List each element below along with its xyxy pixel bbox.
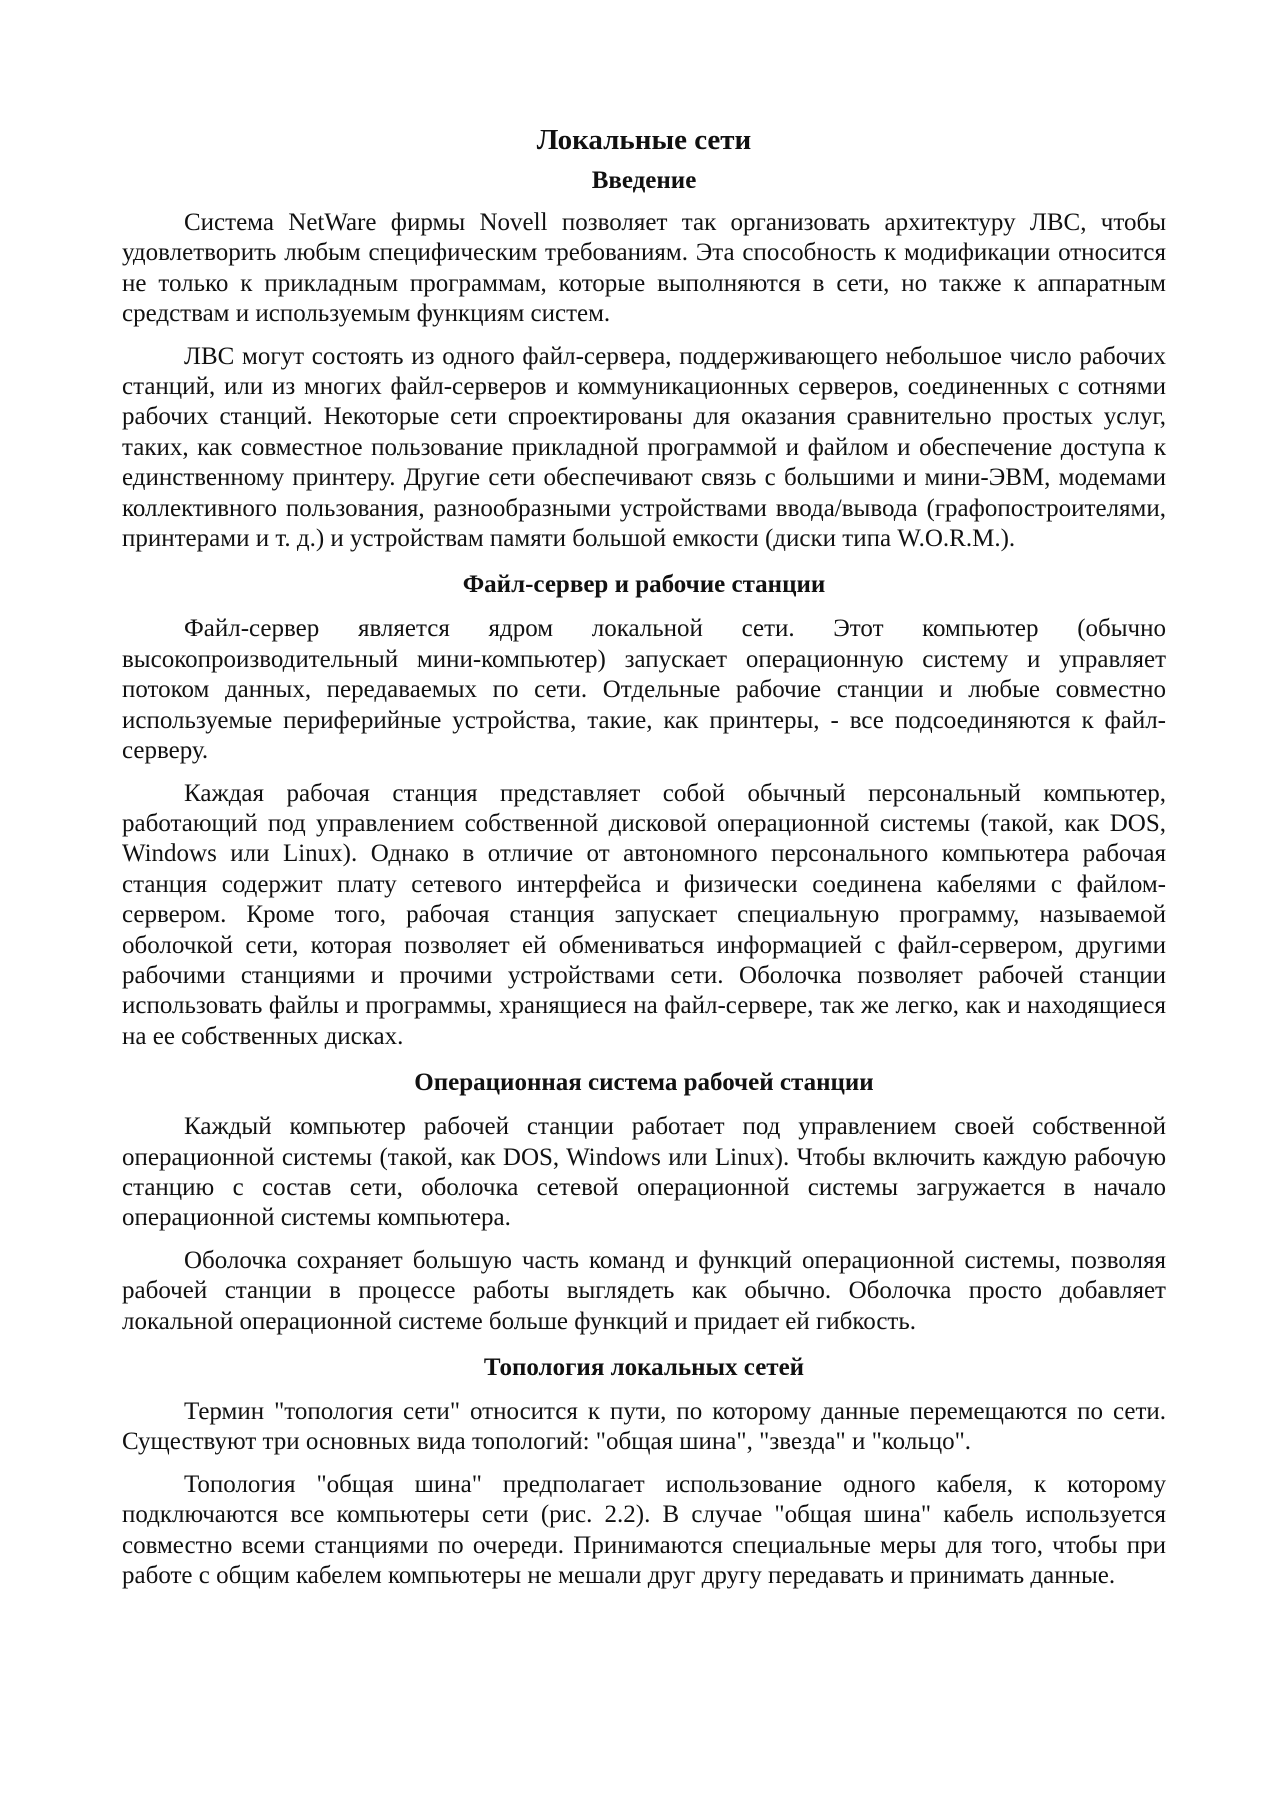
paragraph: Файл-сервер является ядром локальной сети. Этот компьютер (обычно высокопроизводительный мини-компьютер) запускает операционную систему и управляет потоком данных, передаваемых по сети. Отдельные рабочие станции и любые совместно используемые периферийные устройства, такие, как принтеры, - все подсоединяются к файл-серверу. [122,615,1166,765]
document-title: Локальные сети [536,124,752,156]
section-heading-topology: Топология локальных сетей [483,1354,805,1381]
paragraph: Каждый компьютер рабочей станции работает под управлением своей собственной операционной системы (такой, как DOS, Windows или Linux). Чтобы включить каждую рабочую станцию с состав сети, оболочка сетевой операционной системы загружается в начало операционной системы компьютера. [122,1113,1166,1232]
section-heading-file-server: Файл-сервер и рабочие станции [462,571,826,599]
paragraph: Топология "общая шина" предполагает использование одного кабеля, к которому подключаются все компьютеры сети (рис. 2.2). В случае "общая шина" кабель используется совместно всеми станциями по очереди. Принимаются специальные меры для того, чтобы при работе с общим кабелем компьютеры не мешали друг другу передавать и принимать данные. [122,1470,1166,1590]
section-heading-workstation-os: Операционная система рабочей станции [414,1069,874,1097]
paragraph: Термин "топология сети" относится к пути, по которому данные перемещаются по сети. Существуют три основных вида топологий: "общая шина", "звезда" и "кольцо". [122,1398,1166,1456]
paragraph: Каждая рабочая станция представляет собой обычный персональный компьютер, работающий под управлением собственной дисковой операционной системы (такой, как DOS, Windows или Linux). Однако в отличие от автономного персонального компьютера рабочая станция содержит плату сетевого интерфейса и физически соединена кабелями с файлом-сервером. Кроме того, рабочая станция запускает специальную программу, называемой оболочкой сети, которая позволяет ей обмениваться информацией с файл-сервером, другими рабочими станциями и прочими устройствами сети. Оболочка позволяет рабочей станции использовать файлы и программы, хранящиеся на файл-сервере, так же легко, как и находящиеся на ее собственных дисках. [122,779,1166,1050]
section-heading-intro: Введение [591,167,697,194]
document-page [122,120,1166,1603]
paragraph: Оболочка сохраняет большую часть команд и функций операционной системы, позволяя рабочей станции в процессе работы выглядеть как обычно. Оболочка просто добавляет локальной операционной системе больше функций и придает ей гибкость. [122,1246,1166,1335]
paragraph: ЛВС могут состоять из одного файл-сервера, поддерживающего небольшое число рабочих станций, или из многих файл-серверов и коммуникационных серверов, соединенных с сотнями рабочих станций. Некоторые сети спроектированы для оказания сравнительно простых услуг, таких, как совместное пользование прикладной программой и файлом и обеспечение доступа к единственному принтеру. Другие сети обеспечивают связь с большими и мини-ЭВМ, модемами коллективного пользования, разнообразными устройствами ввода/вывода (графопостроителями, принтерами и т. д.) и устройствам памяти большой емкости (диски типа W.O.R.M.). [122,342,1166,553]
paragraph: Система NetWare фирмы Novell позволяет так организовать архитектуру ЛВС, чтобы удовлетворить любым специфическим требованиям. Эта способность к модификации относится не только к прикладным программам, которые выполняются в сети, но также к аппаратным средствам и используемым функциям систем. [122,209,1166,328]
